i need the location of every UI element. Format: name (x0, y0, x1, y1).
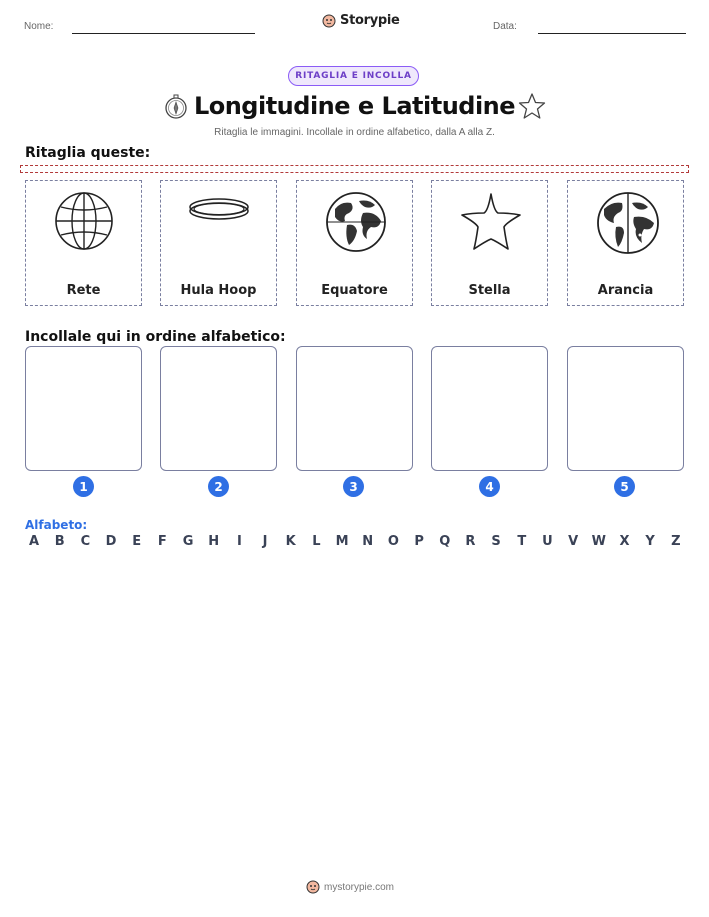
earth-globe-icon (325, 191, 387, 253)
cut-line (20, 165, 689, 173)
paste-box-1[interactable] (25, 346, 142, 471)
brand-name: Storypie (340, 13, 400, 28)
alphabet-letter: P (414, 534, 424, 549)
alphabet-letter: A (28, 534, 40, 549)
alphabet-letter: G (182, 534, 194, 549)
alphabet-letter: Q (439, 534, 451, 549)
alphabet-letter: L (312, 534, 321, 549)
cut-card-label: Rete (66, 283, 101, 298)
alphabet-letter: F (157, 534, 167, 549)
paste-box-3[interactable] (296, 346, 413, 471)
alphabet-letter: I (236, 534, 242, 549)
page-title: Longitudine e Latitudine (193, 92, 516, 120)
number-badge-1: 1 (73, 476, 94, 497)
footer (306, 880, 394, 894)
alphabet-letter: Z (671, 534, 681, 549)
paste-heading: Incollale qui in ordine alfabetico: (25, 329, 286, 345)
name-line (72, 33, 255, 34)
alphabet-letter: C (80, 534, 91, 549)
name-label: Nome: (24, 21, 54, 32)
cut-card-5[interactable] (567, 180, 684, 306)
star-icon (460, 191, 522, 253)
hula-hoop-icon (189, 191, 249, 251)
globe-grid-icon (54, 191, 114, 251)
alphabet-row (25, 534, 685, 549)
cut-card-label: Stella (468, 283, 511, 298)
cut-card-4[interactable] (431, 180, 548, 306)
footer-site: mystorypie.com (324, 881, 395, 893)
alphabet-letter: D (105, 534, 117, 549)
alphabet-letter: S (491, 534, 501, 549)
orange-globe-icon (596, 191, 660, 255)
paste-box-4[interactable] (431, 346, 548, 471)
alphabet-letter: V (568, 534, 579, 549)
alphabet-letter: X (619, 534, 630, 549)
brand-logo (322, 13, 400, 28)
alphabet-letter: W (591, 534, 606, 549)
cut-card-label: Arancia (597, 283, 654, 298)
cut-card-2[interactable] (160, 180, 277, 306)
paste-box-2[interactable] (160, 346, 277, 471)
alphabet-letter: R (465, 534, 476, 549)
star-outline-icon (518, 92, 546, 120)
alphabet-letter: K (285, 534, 296, 549)
activity-badge: RITAGLIA E INCOLLA (288, 66, 419, 86)
alphabet-heading: Alfabeto: (25, 518, 88, 532)
alphabet-letter: U (542, 534, 553, 549)
cut-card-label: Equatore (321, 283, 388, 298)
number-badge-5: 5 (614, 476, 635, 497)
alphabet-letter: T (517, 534, 527, 549)
alphabet-letter: M (335, 534, 349, 549)
alphabet-letter: H (208, 534, 220, 549)
alphabet-letter: Y (645, 534, 655, 549)
cut-card-3[interactable] (296, 180, 413, 306)
paste-box-5[interactable] (567, 346, 684, 471)
instructions: Ritaglia le immagini. Incollale in ordine alfabetico, dalla A alla Z. (214, 127, 495, 138)
cut-card-1[interactable] (25, 180, 142, 306)
number-badge-3: 3 (343, 476, 364, 497)
alphabet-letter: O (387, 534, 399, 549)
cut-card-label: Hula Hoop (180, 283, 257, 298)
cut-heading: Ritaglia queste: (25, 145, 151, 161)
date-line (538, 33, 686, 34)
number-badge-4: 4 (479, 476, 500, 497)
number-badge-2: 2 (208, 476, 229, 497)
storypie-mascot-icon (306, 880, 320, 894)
alphabet-letter: B (54, 534, 65, 549)
date-label: Data: (493, 21, 517, 32)
alphabet-letter: J (262, 534, 268, 549)
storypie-mascot-icon (322, 14, 336, 28)
alphabet-letter: N (362, 534, 374, 549)
alphabet-letter: E (132, 534, 142, 549)
